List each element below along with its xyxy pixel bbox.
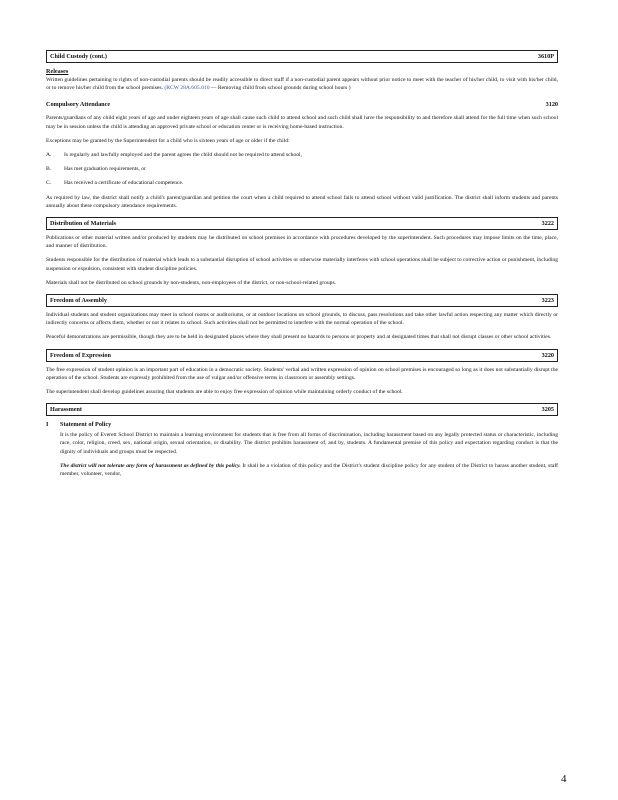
section-header (46, 50, 558, 63)
section-freedom-of-assembly (46, 294, 558, 342)
section-title: Child Custody (cont.) (50, 53, 107, 60)
subheading-releases: Releases (46, 68, 69, 75)
emphasis-text: The district will not tolerate any form of harassment as defined by this policy. (60, 462, 241, 469)
section-code: 3220 (541, 351, 554, 359)
page-number: 4 (561, 773, 567, 785)
paragraph-text: It shall be a violation of this policy and the District's student discipline policy for any student of the District to harass another student, staff member, volunteer, vendor, (60, 462, 558, 478)
list-item-label: C. (46, 180, 52, 187)
paragraph: The superintendent shall develop guidelines assuring that students are able to enjoy free expression of opinion while maintaining orderly conduct of the school. (46, 389, 403, 396)
section-code: 3610P (537, 53, 554, 60)
list-item-text: Has met graduation requirements, or (64, 166, 146, 173)
paragraph: Materials shall not be distributed on school grounds by non-students, non-employees of the district, or non-school-related groups. (46, 279, 337, 286)
paragraph (46, 76, 558, 92)
paragraph: The free expression of student opinion is an important part of education in a democratic society. Students' verbal and written expression of opinion on school premises is encouraged so long as it does not substantially disrupt the operation of the school. Students are expressly prohibited from the use of vulgar and/or offensive terms in classroom or assembly settings. (46, 366, 558, 381)
list-item (46, 179, 558, 187)
section-code: 3120 (545, 101, 558, 109)
paragraph: Exceptions may be granted by the Superintendent for a child who is sixteen years of age or older if the child: (46, 137, 290, 144)
list-item (46, 165, 558, 173)
paragraph (60, 462, 558, 478)
section-title: Freedom of Expression (50, 351, 111, 359)
section-harassment (46, 403, 558, 478)
section-header (46, 217, 558, 230)
list-item-label: A. (46, 152, 52, 159)
paragraph: Students responsible for the distribution of material which leads to a substantial disruption of school activities or otherwise materially interferes with school operations shall be subject to corrective action or punishment, including suspension or expulsion, consistent with student discipline policies. (46, 257, 558, 272)
section-freedom-of-expression (46, 349, 558, 397)
subsection-heading (46, 421, 558, 428)
section-header (46, 349, 558, 362)
rcw-reference: (RCW 28A.605.010 (164, 85, 210, 92)
page-content (46, 50, 558, 485)
section-distribution-of-materials (46, 217, 558, 287)
section-title: Compulsory Attendance (46, 101, 111, 109)
paragraph: It is the policy of Everett School District to maintain a learning environment for students that is free from all forms of discrimination, including harassment based on any legally protected status or characteristic, including race, color, religion, creed, sex, national origin, sexual orientation, or disability. The district prohibits harassment of, and by, students. A fundamental premise of this policy and expectation regarding conduct is that the dignity of individuals and groups must be respected. (60, 432, 558, 455)
paragraph: Publications or other material written and/or produced by students may be distributed on school premises in accordance with procedures developed by the superintendent. Such procedures may impose limits on the time, place, and manner of distribution. (46, 235, 558, 250)
section-code: 3223 (541, 297, 554, 305)
paragraph: Peaceful demonstrations are permissible, though they are to be held in designated places where they shall present no hazards to persons or property and at designated times that shall not disrupt classes or other school activities. (46, 334, 552, 341)
section-header (46, 403, 558, 416)
section-child-custody (46, 50, 558, 92)
subsection-number: I (46, 421, 49, 429)
paragraph: Individual students and student organizations may meet in school rooms or auditoriums, or at outdoor locations on school grounds, to discuss, pass resolutions and take other lawful action respecting any matter which directly or indirectly concerns or affects them, whether or not it relates to school. Such activities shall not be permitted to interfere with the normal operation of the school. (46, 312, 558, 327)
section-code: 3205 (541, 406, 554, 414)
list-item-label: B. (46, 166, 52, 173)
section-title: Distribution of Materials (50, 220, 116, 228)
section-code: 3222 (541, 220, 554, 228)
list-item (46, 151, 558, 159)
section-compulsory-attendance (46, 99, 558, 210)
paragraph: Parents/guardians of any child eight years of age and under eighteen years of age shall cause such child to attend school and such child shall have the responsibility to and therefore shall attend for the full time when such school may be in session unless the child is attending an approved private school or education center or is receiving home-based instruction. (46, 115, 558, 130)
paragraph: As required by law, the district shall notify a child's parent/guardian and petition the court when a child required to attend school fails to attend school without valid justification. The district shall inform students and parents annually about these compulsory attendance requirements. (46, 194, 558, 209)
section-title: Freedom of Assembly (50, 297, 107, 305)
list-item-text: Is regularly and lawfully employed and the parent agrees the child should not be required to attend school, (64, 152, 302, 159)
list-item-text: Has received a certificate of educational competence. (64, 180, 184, 187)
section-header (46, 99, 558, 110)
subsection-title: Statement of Policy (60, 421, 112, 429)
paragraph-text-end: — Removing child from school grounds during school hours ) (209, 85, 351, 92)
paragraph-text: Written guidelines pertaining to rights of non-custodial parents should be readily accessible to direct staff if a non-custodial parent appears without prior notice to meet with the teacher of his/her child, to visit with his/her child, or to remove his/her child from the school premises. (46, 77, 558, 92)
section-header (46, 294, 558, 307)
section-title: Harassment (50, 406, 82, 414)
